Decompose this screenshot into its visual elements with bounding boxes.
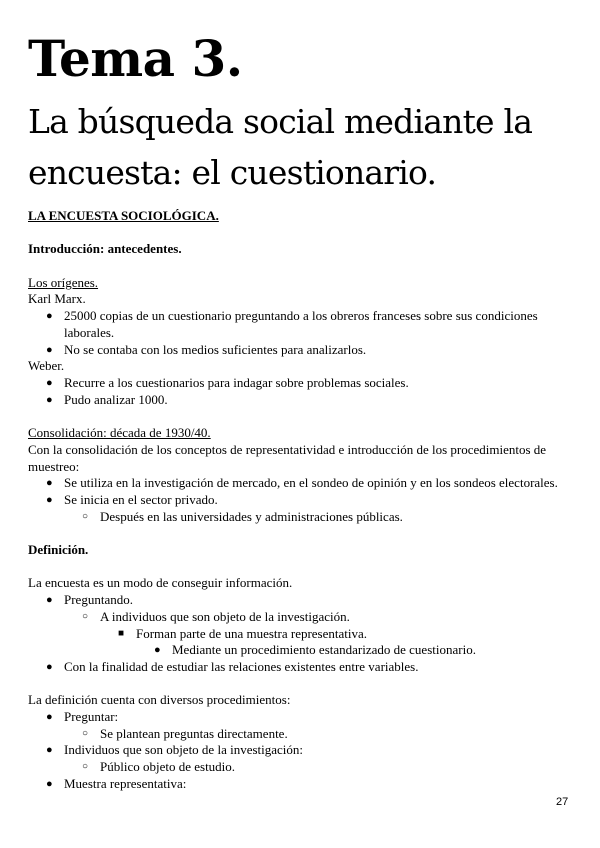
list-item: ○ Se plantean preguntas directamente. <box>82 725 288 741</box>
list-item: ● Pudo analizar 1000. <box>46 391 168 407</box>
definition-list <box>28 592 573 676</box>
bullet-icon: ● <box>46 377 53 389</box>
circle-bullet-icon: ○ <box>82 610 89 622</box>
bullet-icon: ● <box>46 493 53 506</box>
list-item: ■ Forman parte de una muestra representativa. <box>118 625 368 641</box>
list-item: ○ Público objeto de estudio. <box>82 759 236 775</box>
list-item: ○ A individuos que son objeto de la investigación. <box>82 608 350 624</box>
list-item: ● Individuos que son objeto de la investigación: <box>46 742 304 758</box>
bullet-icon: ● <box>46 660 53 673</box>
list-item: ● Se inicia en el sector privado. <box>46 491 218 507</box>
page-number: 27 <box>556 796 569 808</box>
list-item: ● 25000 copias de un cuestionario preguntando a los obreros franceses sobre sus condiciones laborales. <box>46 308 538 340</box>
section-heading: LA ENCUESTA SOCIOLÓGICA. <box>28 208 219 223</box>
origins-heading: Los orígenes. <box>28 274 99 290</box>
list-item: ● No se contaba con los medios suficientes para analizarlos. <box>46 341 367 357</box>
intro-heading: Introducción: antecedentes. <box>28 241 182 257</box>
list-item: ● Recurre a los cuestionarios para indagar sobre problemas sociales. <box>46 375 409 390</box>
weber-list <box>28 375 573 408</box>
definition-heading: Definición. <box>28 542 89 557</box>
definition-text: La encuesta es un modo de conseguir información. <box>28 575 293 591</box>
bullet-icon: ● <box>46 777 53 790</box>
bullet-icon: ● <box>46 594 53 607</box>
weber-label: Weber. <box>28 358 65 374</box>
consolidation-text: Con la consolidación de los conceptos de representatividad e introducción de los procedimientos de muestreo: <box>28 441 547 474</box>
bullet-icon: ● <box>46 393 53 406</box>
list-item: ● Se utiliza en la investigación de mercado, en el sondeo de opinión y en los sondeos electorales. <box>46 475 558 491</box>
document-body <box>28 208 573 793</box>
list-item: ● Con la finalidad de estudiar las relaciones existentes entre variables. <box>46 658 419 674</box>
list-item: ● Preguntando. <box>46 592 133 608</box>
procedures-text: La definición cuenta con diversos procedimientos: <box>28 692 291 708</box>
list-item: ● Muestra representativa: <box>46 775 187 791</box>
bullet-icon: ● <box>46 343 53 356</box>
bullet-icon: ● <box>154 644 161 657</box>
list-item: ● Preguntar: <box>46 709 119 724</box>
bullet-icon: ● <box>46 711 53 723</box>
chapter-title: Tema 3. <box>28 29 243 88</box>
circle-bullet-icon: ○ <box>82 727 89 739</box>
list-item: ● Mediante un procedimiento estandarizado de cuestionario. <box>154 642 476 658</box>
circle-bullet-icon: ○ <box>82 761 89 773</box>
bullet-icon: ● <box>46 744 53 757</box>
bullet-icon: ● <box>46 477 53 490</box>
bullet-icon: ● <box>46 310 53 323</box>
chapter-subtitle: La búsqueda social mediante la encuesta: el cuestionario. <box>28 102 533 192</box>
marx-label: Karl Marx. <box>28 291 86 307</box>
square-bullet-icon: ■ <box>118 627 125 639</box>
list-item: ○ Después en las universidades y administraciones públicas. <box>82 508 403 524</box>
consolidation-list <box>28 475 573 525</box>
circle-bullet-icon: ○ <box>82 510 89 522</box>
consolidation-heading: Consolidación: década de 1930/40. <box>28 425 211 441</box>
marx-list <box>28 308 573 358</box>
procedures-list <box>28 709 573 793</box>
